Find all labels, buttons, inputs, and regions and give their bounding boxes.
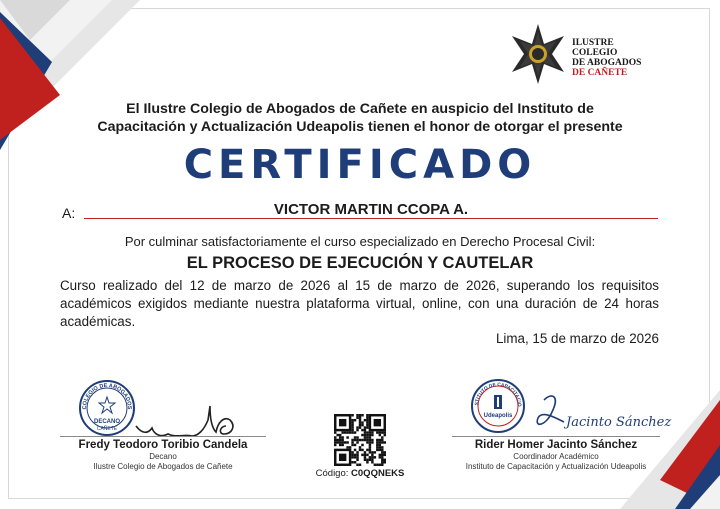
- dean-role: Decano: [149, 452, 177, 461]
- course-description: Curso realizado del 12 de marzo de 2026 al 15 de marzo de 2026, superando los requisitos académicos exigidos mediante nuestra plataforma virtual, online, con una duración de 24 horas académicas.: [60, 278, 659, 329]
- intro-text: [40, 100, 680, 136]
- code-label: Código:: [315, 468, 349, 479]
- dean-name: Fredy Teodoro Toribio Candela: [78, 439, 248, 451]
- qr-code: [334, 414, 386, 466]
- recipient-underline: [84, 218, 658, 219]
- institution-name-line: COLEGIO: [572, 48, 618, 58]
- star-emblem-icon: [506, 22, 570, 86]
- dean-seal: [78, 379, 136, 437]
- dean-signature-line: [60, 436, 266, 437]
- code-value: C0QQNEKS: [351, 468, 405, 479]
- verification-code: [300, 468, 420, 479]
- recipient-name: VICTOR MARTIN CCOPA A.: [273, 201, 469, 218]
- coordinator-role: Coordinador Académico: [513, 452, 599, 461]
- institute-seal-text: STITUTO DE CAPACITACIÓ: [474, 382, 522, 407]
- intro-line: Capacitación y Actualización Udeapolis tienen el honor de otorgar el presente: [97, 119, 623, 135]
- coordinator-name: Rider Homer Jacinto Sánchez: [474, 439, 638, 451]
- institution-logo: [506, 20, 676, 88]
- certificate-title: CERTIFICADO: [183, 142, 537, 188]
- intro-line: El Ilustre Colegio de Abogados de Cañete en auspicio del Instituto de: [126, 101, 594, 117]
- coordinator-organization: Instituto de Capacitación y Actualización Udeapolis: [465, 462, 647, 471]
- dean-organization: Ilustre Colegio de Abogados de Cañete: [93, 462, 233, 471]
- institute-seal-name: Udeapolis: [483, 413, 513, 419]
- dean-signature: [132, 404, 244, 440]
- place-and-date: Lima, 15 de marzo de 2026: [495, 331, 659, 346]
- coordinator-signature: [530, 388, 672, 438]
- coordinator-signature-text: Jacinto Sánchez: [566, 415, 672, 430]
- course-title: EL PROCESO DE EJECUCIÓN Y CAUTELAR: [186, 254, 534, 272]
- coordinator-signature-line: [452, 436, 660, 437]
- institution-name-line: ILUSTRE: [572, 38, 614, 48]
- dean-seal-text: COLEGIO DE ABOGADOS: [81, 382, 133, 410]
- dean-seal-role: DECANO: [93, 419, 121, 425]
- recipient-prefix: A:: [62, 205, 76, 221]
- institution-name-line: DE ABOGADOS: [572, 58, 642, 68]
- completion-statement: Por culminar satisfactoriamente el curso especializado en Derecho Procesal Civil:: [124, 234, 596, 249]
- institution-name: [572, 38, 641, 78]
- dean-seal-city: CAÑETE: [96, 426, 118, 432]
- institute-seal: [470, 378, 526, 434]
- institution-name-line: DE CAÑETE: [572, 68, 628, 78]
